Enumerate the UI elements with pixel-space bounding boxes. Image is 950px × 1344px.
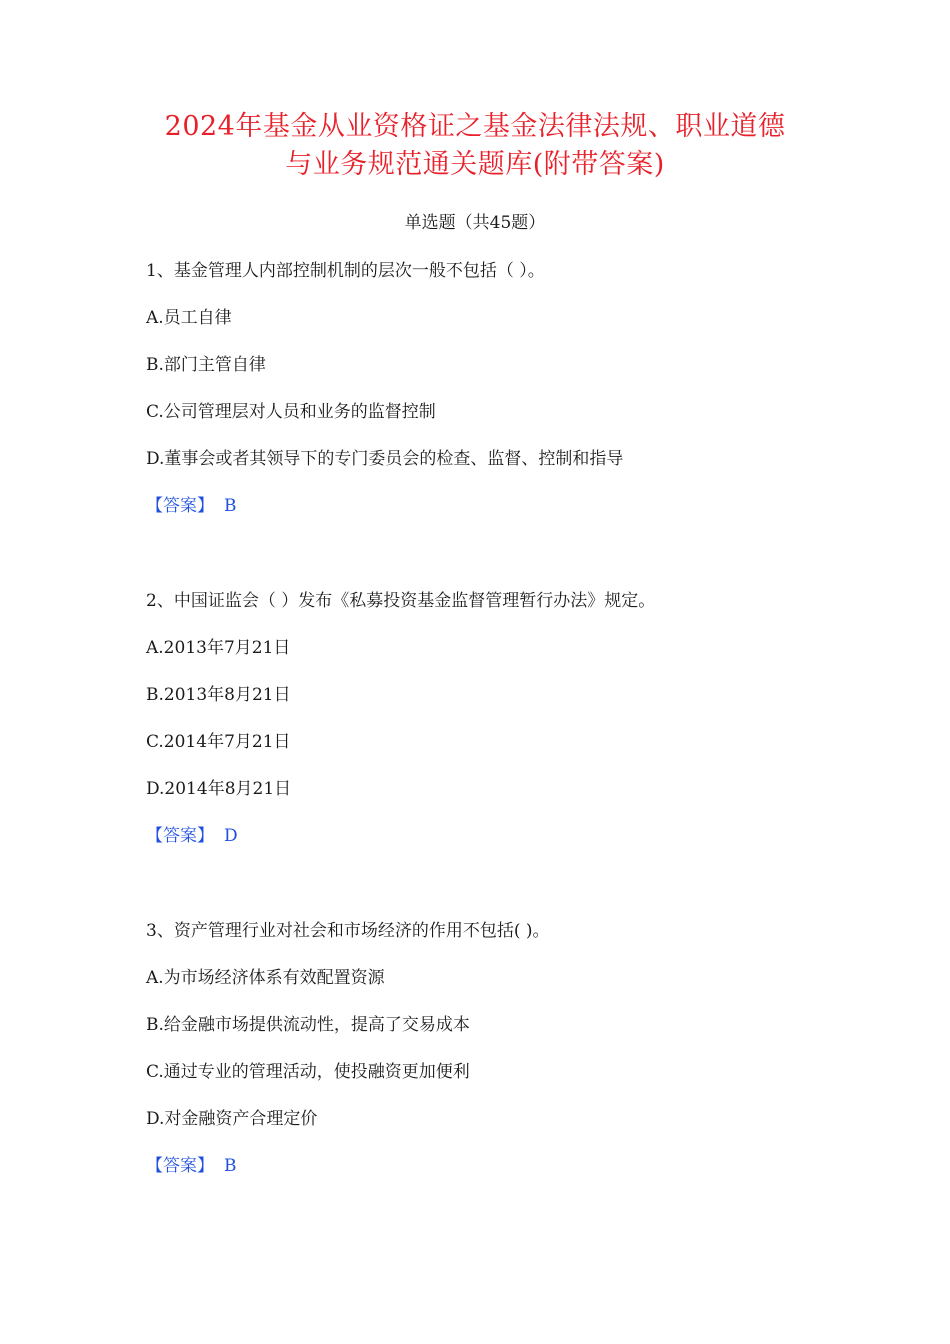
answer-label: 【答案】	[146, 1156, 214, 1176]
question-option: A.为市场经济体系有效配置资源	[146, 968, 385, 988]
question-stem: 1、基金管理人内部控制机制的层次一般不包括（ ）。	[146, 261, 545, 281]
answer-label: 【答案】	[146, 826, 214, 846]
answer-line	[146, 823, 238, 849]
title-line-2: 与业务规范通关题库(附带答案)	[285, 149, 665, 180]
question-stem: 3、资产管理行业对社会和市场经济的作用不包括( )。	[146, 921, 550, 941]
question-option: D.2014年8月21日	[146, 779, 292, 799]
title-line-1: 2024年基金从业资格证之基金法律法规、职业道德	[164, 111, 786, 142]
question-stem: 2、中国证监会（ ）发布《私募投资基金监督管理暂行办法》规定。	[146, 591, 656, 611]
question-option: B.2013年8月21日	[146, 685, 291, 705]
answer-value: D	[224, 826, 238, 846]
question-option: C.公司管理层对人员和业务的监督控制	[146, 402, 436, 422]
document-title	[0, 108, 950, 184]
question-option: A.员工自律	[146, 308, 232, 328]
answer-value: B	[224, 496, 237, 516]
question-option: D.对金融资产合理定价	[146, 1109, 318, 1129]
question-option: C.通过专业的管理活动，使投融资更加便利	[146, 1062, 470, 1082]
answer-value: B	[224, 1156, 237, 1176]
question-option: B.给金融市场提供流动性，提高了交易成本	[146, 1015, 470, 1035]
question-option: C.2014年7月21日	[146, 732, 291, 752]
answer-line	[146, 493, 237, 519]
answer-line	[146, 1153, 237, 1179]
answer-label: 【答案】	[146, 496, 214, 516]
section-heading: 单选题（共45题）	[404, 213, 546, 233]
question-option: A.2013年7月21日	[146, 638, 291, 658]
question-option: B.部门主管自律	[146, 355, 266, 375]
question-option: D.董事会或者其领导下的专门委员会的检查、监督、控制和指导	[146, 449, 624, 469]
